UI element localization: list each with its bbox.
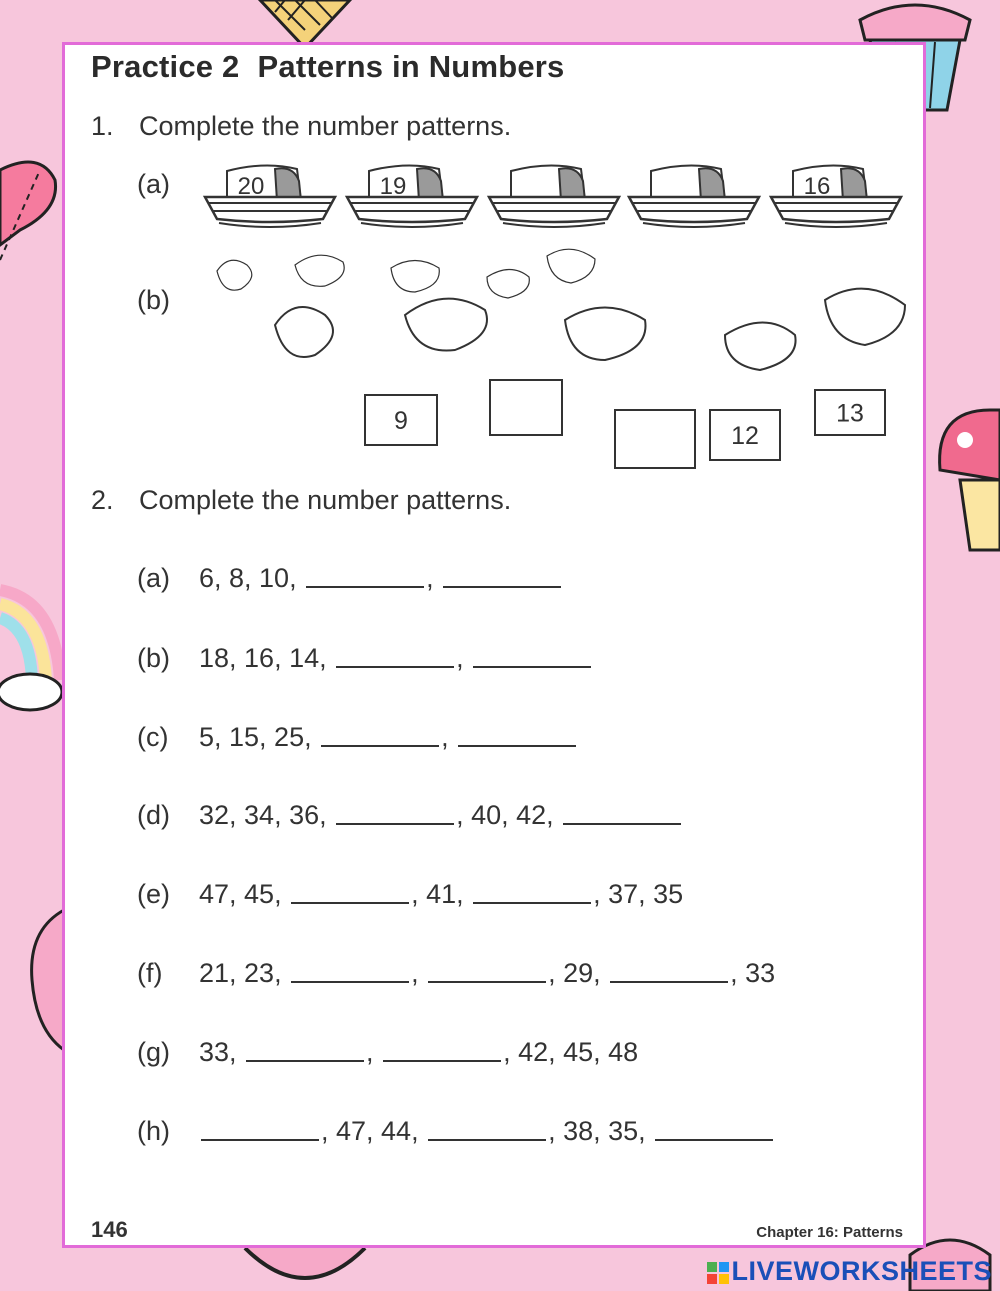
- answer-blank[interactable]: [563, 801, 681, 825]
- q1-a-label: (a): [137, 169, 170, 199]
- q2-row: [137, 1116, 775, 1147]
- pattern-text: 6, 8, 10,: [199, 563, 305, 593]
- pattern-text: , 37, 35: [593, 879, 684, 909]
- q2-row-label: (c): [137, 722, 169, 752]
- question-2-number: 2.: [91, 485, 114, 515]
- pattern-text: ,: [441, 722, 457, 752]
- question-1-instruction: Complete the number patterns.: [139, 111, 512, 141]
- q1-b-label: (b): [137, 285, 170, 315]
- answer-blank[interactable]: [201, 1117, 319, 1141]
- pattern-text: ,: [366, 1037, 382, 1067]
- q2-row-label: (a): [137, 563, 170, 593]
- answer-blank[interactable]: [383, 1038, 501, 1062]
- pattern-text: , 41,: [411, 879, 472, 909]
- boat: [205, 165, 335, 227]
- rainbow-sticker: [0, 580, 62, 730]
- liveworksheets-icon: [707, 1262, 729, 1284]
- pattern-text: , 29,: [548, 958, 609, 988]
- q2-row-label: (g): [137, 1037, 170, 1067]
- answer-blank[interactable]: [291, 880, 409, 904]
- boat-number: 16: [803, 173, 831, 200]
- answer-blank[interactable]: [473, 644, 591, 668]
- pattern-text: , 47, 44,: [321, 1116, 427, 1146]
- cake-sticker: [235, 1248, 375, 1291]
- answer-blank[interactable]: [336, 801, 454, 825]
- answer-blank[interactable]: [291, 959, 409, 983]
- question-2-heading: [91, 485, 511, 516]
- bird-pattern: [205, 265, 915, 450]
- pattern-text: 21, 23,: [199, 958, 290, 988]
- lollipop-sticker: [0, 150, 62, 270]
- pattern-text: ,: [411, 958, 427, 988]
- boat: [629, 165, 759, 227]
- q2-row: [137, 1037, 638, 1068]
- chapter-label: Chapter 16: Patterns: [756, 1224, 903, 1241]
- answer-blank[interactable]: [428, 1117, 546, 1141]
- pattern-text: , 42, 45, 48: [503, 1037, 639, 1067]
- answer-blank[interactable]: [306, 564, 424, 588]
- sign-board: [615, 410, 695, 468]
- title-practice: Practice 2: [91, 49, 240, 84]
- pattern-text: 18, 16, 14,: [199, 643, 335, 673]
- answer-blank[interactable]: [443, 564, 561, 588]
- pattern-text: ,: [456, 643, 472, 673]
- answer-blank[interactable]: [610, 959, 728, 983]
- boat: [347, 165, 477, 227]
- boat-number: 20: [237, 173, 265, 200]
- q2-row-label: (f): [137, 958, 163, 988]
- question-1-number: 1.: [91, 111, 114, 141]
- pattern-text: 5, 15, 25,: [199, 722, 320, 752]
- answer-blank[interactable]: [336, 644, 454, 668]
- mushroom-sticker: [930, 400, 1000, 560]
- watermark-text: LIVEWORKSHEETS: [731, 1256, 992, 1286]
- page-number: 146: [91, 1217, 128, 1242]
- q2-row: [137, 722, 578, 753]
- pattern-text: 32, 34, 36,: [199, 800, 335, 830]
- pattern-text: , 40, 42,: [456, 800, 562, 830]
- bird-sign: [710, 410, 780, 460]
- q2-row: [137, 958, 775, 989]
- answer-blank[interactable]: [428, 959, 546, 983]
- q2-row-label: (h): [137, 1116, 170, 1146]
- pattern-text: , 33: [730, 958, 776, 988]
- q2-row: [137, 879, 683, 910]
- q2-row: [137, 563, 563, 594]
- sign-number: 9: [394, 407, 408, 435]
- q2-row-label: (b): [137, 643, 170, 673]
- boat-pattern: [205, 161, 905, 251]
- bird-sign: [490, 380, 562, 435]
- donut-sticker: [28, 910, 64, 1050]
- sign-board: [490, 380, 562, 435]
- pattern-text: 33,: [199, 1037, 245, 1067]
- q2-row-label: (e): [137, 879, 170, 909]
- answer-blank[interactable]: [321, 723, 439, 747]
- q2-row-label: (d): [137, 800, 170, 830]
- answer-blank[interactable]: [655, 1117, 773, 1141]
- bird-sign: [815, 390, 885, 435]
- pattern-text: , 38, 35,: [548, 1116, 654, 1146]
- title-topic: Patterns in Numbers: [257, 49, 565, 84]
- bird-sign: [365, 395, 437, 445]
- boat: [489, 165, 619, 227]
- pattern-text: 47, 45,: [199, 879, 290, 909]
- bird: [217, 260, 333, 357]
- worksheet-page: [62, 42, 926, 1248]
- liveworksheets-logo[interactable]: [707, 1256, 992, 1287]
- question-1-heading: [91, 111, 511, 142]
- pattern-text: ,: [426, 563, 442, 593]
- q2-row: [137, 800, 683, 831]
- sign-number: 12: [731, 422, 759, 450]
- question-2-instruction: Complete the number patterns.: [139, 485, 512, 515]
- boat-number: 19: [379, 173, 407, 200]
- sign-number: 13: [836, 399, 864, 428]
- boat: [771, 165, 901, 227]
- answer-blank[interactable]: [458, 723, 576, 747]
- bird-sign: [615, 410, 695, 468]
- q2-row: [137, 643, 593, 674]
- page-title: [91, 49, 565, 85]
- answer-blank[interactable]: [246, 1038, 364, 1062]
- answer-blank[interactable]: [473, 880, 591, 904]
